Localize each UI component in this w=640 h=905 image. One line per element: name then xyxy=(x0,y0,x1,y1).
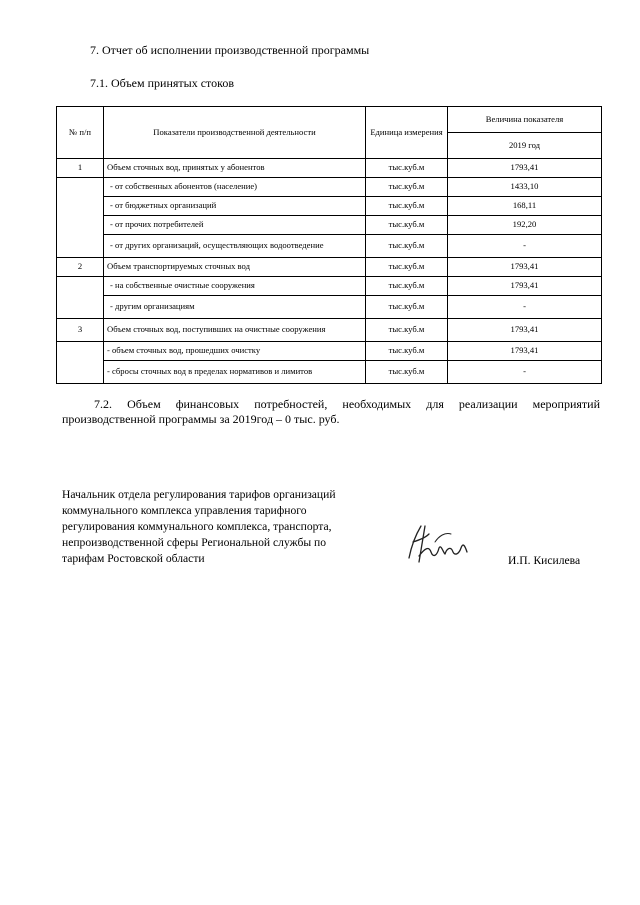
row-num: 1 xyxy=(57,159,104,178)
table-row xyxy=(57,159,602,178)
table-row xyxy=(57,197,602,216)
position-line: Начальник отдела регулирования тарифов организаций xyxy=(62,488,336,501)
row-label: Объем сточных вод, принятых у абонентов xyxy=(104,159,366,178)
row-label: - на собственные очистные сооружения xyxy=(104,277,366,296)
section-heading-7-1: 7.1. Объем принятых стоков xyxy=(90,76,234,90)
row-unit: тыс.куб.м xyxy=(366,216,448,235)
row-value: 1793,41 xyxy=(448,342,602,361)
row-value: 1793,41 xyxy=(448,258,602,277)
signatory-name: И.П. Кисилева xyxy=(508,554,581,567)
row-num xyxy=(57,178,104,258)
financial-needs-paragraph: 7.2. Объем финансовых потребностей, необходимых для реализации мероприятий производственной программы за 2019год – 0 тыс. руб. xyxy=(62,397,600,426)
row-value: 1433,10 xyxy=(448,178,602,197)
header-indicator: Показатели производственной деятельности xyxy=(104,107,366,159)
header-year: 2019 год xyxy=(448,133,602,159)
row-unit: тыс.куб.м xyxy=(366,342,448,361)
row-unit: тыс.куб.м xyxy=(366,277,448,296)
position-line: непроизводственной сферы Региональной службы по xyxy=(62,536,327,549)
table-row xyxy=(57,178,602,197)
row-label: Объем транспортируемых сточных вод xyxy=(104,258,366,277)
row-unit: тыс.куб.м xyxy=(366,296,448,319)
row-unit: тыс.куб.м xyxy=(366,159,448,178)
row-value: 1793,41 xyxy=(448,319,602,342)
table-row xyxy=(57,342,602,361)
row-label: - от других организаций, осуществляющих водоотведение xyxy=(104,235,366,258)
position-line: регулирования коммунального комплекса, транспорта, xyxy=(62,520,332,533)
row-value: 1793,41 xyxy=(448,277,602,296)
table-row xyxy=(57,235,602,258)
row-unit: тыс.куб.м xyxy=(366,258,448,277)
row-value: 168,11 xyxy=(448,197,602,216)
row-value: - xyxy=(448,296,602,319)
table-row xyxy=(57,319,602,342)
position-line: коммунального комплекса управления тарифного xyxy=(62,504,307,517)
row-value: - xyxy=(448,235,602,258)
row-label: - от бюджетных организаций xyxy=(104,197,366,216)
row-label: - от собственных абонентов (население) xyxy=(104,178,366,197)
table-row xyxy=(57,296,602,319)
row-label: - сбросы сточных вод в пределах нормативов и лимитов xyxy=(104,361,366,384)
row-unit: тыс.куб.м xyxy=(366,361,448,384)
row-label: - от прочих потребителей xyxy=(104,216,366,235)
position-line: тарифам Ростовской области xyxy=(62,552,205,565)
header-unit: Единица измерения xyxy=(366,107,448,159)
handwritten-signature-icon xyxy=(395,512,475,572)
table-row xyxy=(57,258,602,277)
row-label: - другим организациям xyxy=(104,296,366,319)
table-row xyxy=(57,277,602,296)
signatory-position xyxy=(62,487,392,567)
header-value-group: Величина показателя xyxy=(448,107,602,133)
row-unit: тыс.куб.м xyxy=(366,235,448,258)
sewage-volume-table xyxy=(56,106,602,384)
row-unit: тыс.куб.м xyxy=(366,178,448,197)
row-unit: тыс.куб.м xyxy=(366,319,448,342)
row-value: 192,20 xyxy=(448,216,602,235)
section-heading-7: 7. Отчет об исполнении производственной программы xyxy=(90,43,370,57)
row-num xyxy=(57,277,104,319)
row-label: Объем сточных вод, поступивших на очистные сооружения xyxy=(104,319,366,342)
table-row xyxy=(57,361,602,384)
header-num: № п/п xyxy=(57,107,104,159)
row-num: 3 xyxy=(57,319,104,342)
row-value: 1793,41 xyxy=(448,159,602,178)
row-num: 2 xyxy=(57,258,104,277)
row-num xyxy=(57,342,104,384)
row-unit: тыс.куб.м xyxy=(366,197,448,216)
row-value: - xyxy=(448,361,602,384)
row-label: - объем сточных вод, прошедших очистку xyxy=(104,342,366,361)
table-row xyxy=(57,216,602,235)
